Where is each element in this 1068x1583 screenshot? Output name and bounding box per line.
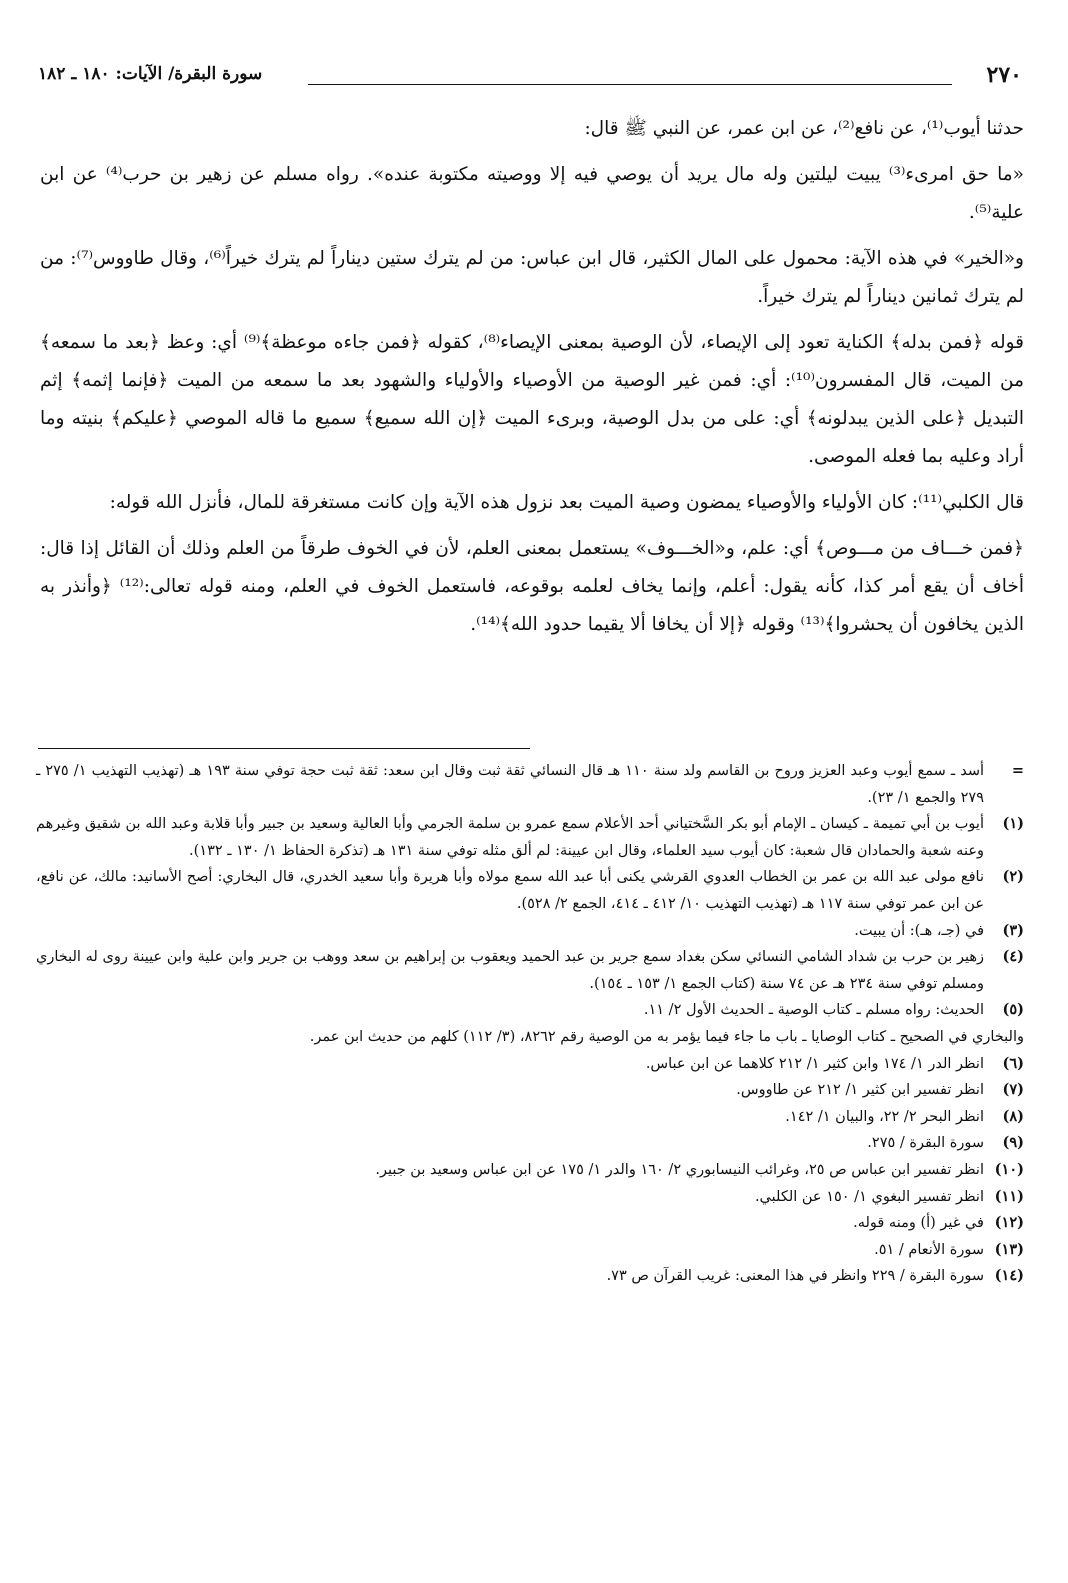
header-rule xyxy=(308,84,952,85)
footnote-number: (١٠) xyxy=(994,1160,1024,1178)
main-text xyxy=(40,110,1024,652)
footnote-number: (٨) xyxy=(1002,1107,1024,1125)
paragraph: قوله ﴿فمن بدله﴾ الكناية تعود إلى الإيصاء، لأن الوصية بمعنى الإيصاء⁽⁸⁾، كقوله ﴿فمن جاءه موعظة﴾⁽⁹⁾ أي: وعظ ﴿بعد ما سمعه﴾ من الميت، قال المفسرون⁽¹⁰⁾: أي: فمن غير الوصية من الأوصياء والأولياء والشهود بعد ما سمعه من الميت ﴿فإنما إثمه﴾ إثم التبديل ﴿على الذين يبدلونه﴾ أي: على من بدل الوصية، وبرىء الميت ﴿إن الله سميع﴾ سميع ما قاله الموصي ﴿عليكم﴾ بنيته وما أراد وعليه بما فعله الموصى. xyxy=(40,332,1024,467)
footnote-separator xyxy=(38,748,530,749)
paragraph: قال الكلبي⁽¹¹⁾: كان الأولياء والأوصياء يمضون وصية الميت بعد نزول هذه الآية وإن كانت مستغرقة للمال، فأنزل الله قوله: xyxy=(109,492,1024,513)
footnote-number: (٢) xyxy=(1002,868,1024,886)
footnote xyxy=(36,1051,1024,1078)
footnote-number: (١٤) xyxy=(994,1267,1024,1285)
footnote xyxy=(36,944,1024,997)
paragraph: ﴿فمن خـــاف من مـــوص﴾ أي: علم، و«الخـــوف» يستعمل بمعنى العلم، لأن في الخوف طرقاً من العلم وذلك أن القائل إذا قال: أخاف أن يقع أمر كذا، كأنه يقول: أعلم، وإنما يخاف لعلمه بوقوعه، فاستعمل الخوف في العلم، ومنه قوله تعالى:⁽¹²⁾ ﴿وأنذر به الذين يخافون أن يحشروا﴾⁽¹³⁾ وقوله ﴿إلا أن يخافا ألا يقيما حدود الله﴾⁽¹⁴⁾. xyxy=(40,538,1024,635)
footnote xyxy=(36,997,1024,1024)
footnote-number: (٦) xyxy=(1002,1054,1024,1072)
paragraph: و«الخير» في هذه الآية: محمول على المال الكثير، قال ابن عباس: من لم يترك ستين ديناراً لم يترك خيراً⁽⁶⁾، وقال طاووس⁽⁷⁾: من لم يترك ثمانين ديناراً لم يترك خيراً. xyxy=(40,248,1024,307)
footnote-number: (١) xyxy=(1002,815,1024,833)
paragraph: حدثنا أيوب⁽¹⁾، عن نافع⁽²⁾، عن ابن عمر، عن النبي ﷺ قال: xyxy=(584,118,1024,139)
page-number: ٢٧٠ xyxy=(986,62,1022,88)
footnote-text: انظر الدر ١/ ١٧٤ وابن كثير ١/ ٢١٢ كلاهما عن ابن عباس. xyxy=(645,1055,984,1072)
footnote xyxy=(36,1210,1024,1237)
footnote-text: زهير بن حرب بن شداد الشامي النسائي سكن بغداد سمع جرير بن عبد الحميد ويعقوب بن إبراهيم بن سعد ووهب بن جرير وابن علية وابن عيينة روى له البخاري ومسلم توفي سنة ٢٣٤ هـ عن ٧٤ سنة (كتاب الجمع ١/ ١٥٣ ـ ١٥٤). xyxy=(36,949,984,992)
footnote-number: (٩) xyxy=(1002,1134,1024,1152)
footnote xyxy=(36,1157,1024,1184)
footnote-text: سورة البقرة / ٢٢٩ وانظر في هذا المعنى: غريب القرآن ص ٧٣. xyxy=(606,1268,984,1285)
footnote-text: والبخاري في الصحيح ـ كتاب الوصايا ـ باب ما جاء فيما يؤمر به من الوصية رقم ٨٢٦٢، (٣/ ١١٢) كلهم من حديث ابن عمر. xyxy=(309,1028,1024,1045)
footnote xyxy=(36,864,1024,917)
footnote-text: نافع مولى عبد الله بن عمر بن الخطاب العدوي القرشي يكنى أبا عبد الله سمع مولاه وأبا هريرة وأبا سعيد الخدري، قال البخاري: أصح الأسانيد: مالك، عن نافع، عن ابن عمر توفي سنة ١١٧ هـ (تهذيب التهذيب ١٠/ ٤١٢ ـ ٤١٤، الجمع ٢/ ٥٢٨). xyxy=(36,869,984,912)
footnote-number: (١٢) xyxy=(994,1214,1024,1232)
footnote-number: (٥) xyxy=(1002,1001,1024,1019)
footnote-text: في (جـ، هـ): أن يبيت. xyxy=(854,922,984,939)
footnote xyxy=(36,1237,1024,1264)
footnote-text: في غير (أ) ومنه قوله. xyxy=(853,1215,984,1232)
footnote-text: سورة البقرة / ٢٧٥. xyxy=(867,1135,984,1152)
footnote-number: (٣) xyxy=(1002,921,1024,939)
footnote-text: أسد ـ سمع أيوب وعبد العزيز وروح بن القاسم ولد سنة ١١٠ هـ قال النسائي ثقة ثبت وقال ابن سعد: ثقة ثبت حجة توفي سنة ١٩٣ هـ (تهذيب التهذيب ١/ ٢٧٥ ـ ٢٧٩ والجمع ١/ ٢٣). xyxy=(36,763,984,806)
paragraph: «ما حق امرىء⁽³⁾ يبيت ليلتين وله مال يريد أن يوصي فيه إلا ووصيته مكتوبة عنده». رواه مسلم عن زهير بن حرب⁽⁴⁾ عن ابن علية⁽⁵⁾. xyxy=(40,164,1024,223)
footnote xyxy=(36,811,1024,864)
footnote-number: (١١) xyxy=(994,1187,1024,1205)
footnote xyxy=(36,918,1024,945)
footnote-number: (١٣) xyxy=(994,1240,1024,1258)
footnote-number: = xyxy=(1011,762,1024,779)
footnote xyxy=(36,1130,1024,1157)
running-header xyxy=(38,62,1030,96)
surah-title: سورة البقرة/ الآيات: ١٨٠ ـ ١٨٢ xyxy=(38,64,263,84)
footnote-text: انظر البحر ٢/ ٢٢، والبيان ١/ ١٤٢. xyxy=(785,1108,984,1125)
footnote-text: الحديث: رواه مسلم ـ كتاب الوصية ـ الحديث الأول ٢/ ١١. xyxy=(643,1002,984,1019)
footnote-text: سورة الأنعام / ٥١. xyxy=(874,1241,984,1258)
footnote xyxy=(36,758,1024,811)
footnote xyxy=(36,1263,1024,1290)
footnote-continuation xyxy=(36,1024,1024,1051)
footnote xyxy=(36,1184,1024,1211)
footnote-number: (٧) xyxy=(1002,1081,1024,1099)
footnote-text: انظر تفسير ابن عباس ص ٢٥، وغرائب النيسابوري ٢/ ١٦٠ والدر ١/ ١٧٥ عن ابن عباس وسعيد بن جبير. xyxy=(375,1161,984,1178)
footnote-text: انظر تفسير ابن كثير ١/ ٢١٢ عن طاووس. xyxy=(736,1082,984,1099)
footnote-text: انظر تفسير البغوي ١/ ١٥٠ عن الكلبي. xyxy=(754,1188,984,1205)
footnote-text: أيوب بن أبي تميمة ـ كيسان ـ الإمام أبو بكر السَّختياني أحد الأعلام سمع عمرو بن سلمة الجرمي وأبا العالية وسعيد بن جبير وأبا قلابة وعبد الله بن شقيق وغيرهم وعنه شعبة والحمادان قال شعبة: كان أيوب سيد العلماء، وقال ابن عيينة: لم ألق مثله توفي سنة ١٣١ هـ (تذكرة الحفاظ ١/ ١٣٠ ـ ١٣٢). xyxy=(36,816,984,859)
footnote xyxy=(36,1077,1024,1104)
footnote-number: (٤) xyxy=(1002,948,1024,966)
footnote xyxy=(36,1104,1024,1131)
footnotes xyxy=(36,758,1024,1290)
